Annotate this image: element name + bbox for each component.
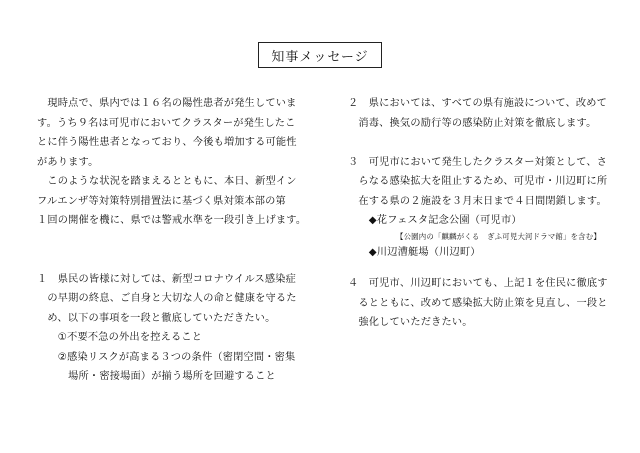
paragraph-spacer [37,250,299,270]
left-column [37,94,307,387]
facility-item: ◆川辺漕艇場（川辺町） [348,246,481,258]
item4-line: 強化していただきたい。 [348,317,473,328]
paragraph-spacer [348,262,610,274]
item1-line: め、以下の事項を一段と徹底していただきたい。 [37,312,276,324]
right-column [348,94,610,333]
intro-line: １回の開催を機に、県では警戒水準を一段引き上げます。 [37,215,307,226]
intro-line: す。うち９名は可児市においてクラスターが発生したこ [37,117,296,129]
intro-line: があります。 [37,156,99,168]
intro-line: とに伴う陽性患者となっており、今後も増加する可能性 [37,137,297,148]
item1-line: １ 県民の皆様に対しては、新型コロナウイルス感染症 [37,273,297,285]
item3-line: らなる感染拡大を阻止するため、可児市・川辺町に所 [348,176,608,187]
intro-line: このような状況を踏まえるとともに、本日、新型イン [37,176,297,187]
item1-line: の早期の終息、ご自身と大切な人の命と健康を守るた [37,293,297,304]
item1-line: ②感染リスクが高まる３つの条件（密閉空間・密集 [37,351,296,363]
page-title: 知事メッセージ [258,42,382,68]
intro-line: 現時点で、県内では１６名の陽性患者が発生していま [37,98,297,109]
item4-line: ４ 可児市、川辺町においても、上記１を住民に徹底す [348,278,608,289]
item3-line: 在する県の２施設を３月末日まで４日間閉鎖します。 [348,195,607,207]
item4-line: るとともに、改めて感染拡大防止策を見直し、一段と [348,297,608,309]
paragraph-spacer [348,133,610,153]
item2-line: 消毒、換気の励行等の感染防止対策を徹底します。 [348,117,597,129]
item1-line: 場所・密接場面）が揃う場所を回避すること [37,371,276,382]
item2-line: ２ 県においては、すべての県有施設について、改めて [348,98,608,109]
intro-line: フルエンザ等対策特別措置法に基づく県対策本部の第 [37,195,286,207]
facility-note: 【公園内の「麒麟がくる ぎふ可児大河ドラマ館」を含む】 [396,231,601,241]
paragraph-spacer [37,231,299,251]
facility-item: ◆花フェスタ記念公園（可児市） [348,215,522,226]
item3-line: ３ 可児市において発生したクラスター対策として、さ [348,156,608,168]
item1-line: ①不要不急の外出を控えること [37,332,203,343]
